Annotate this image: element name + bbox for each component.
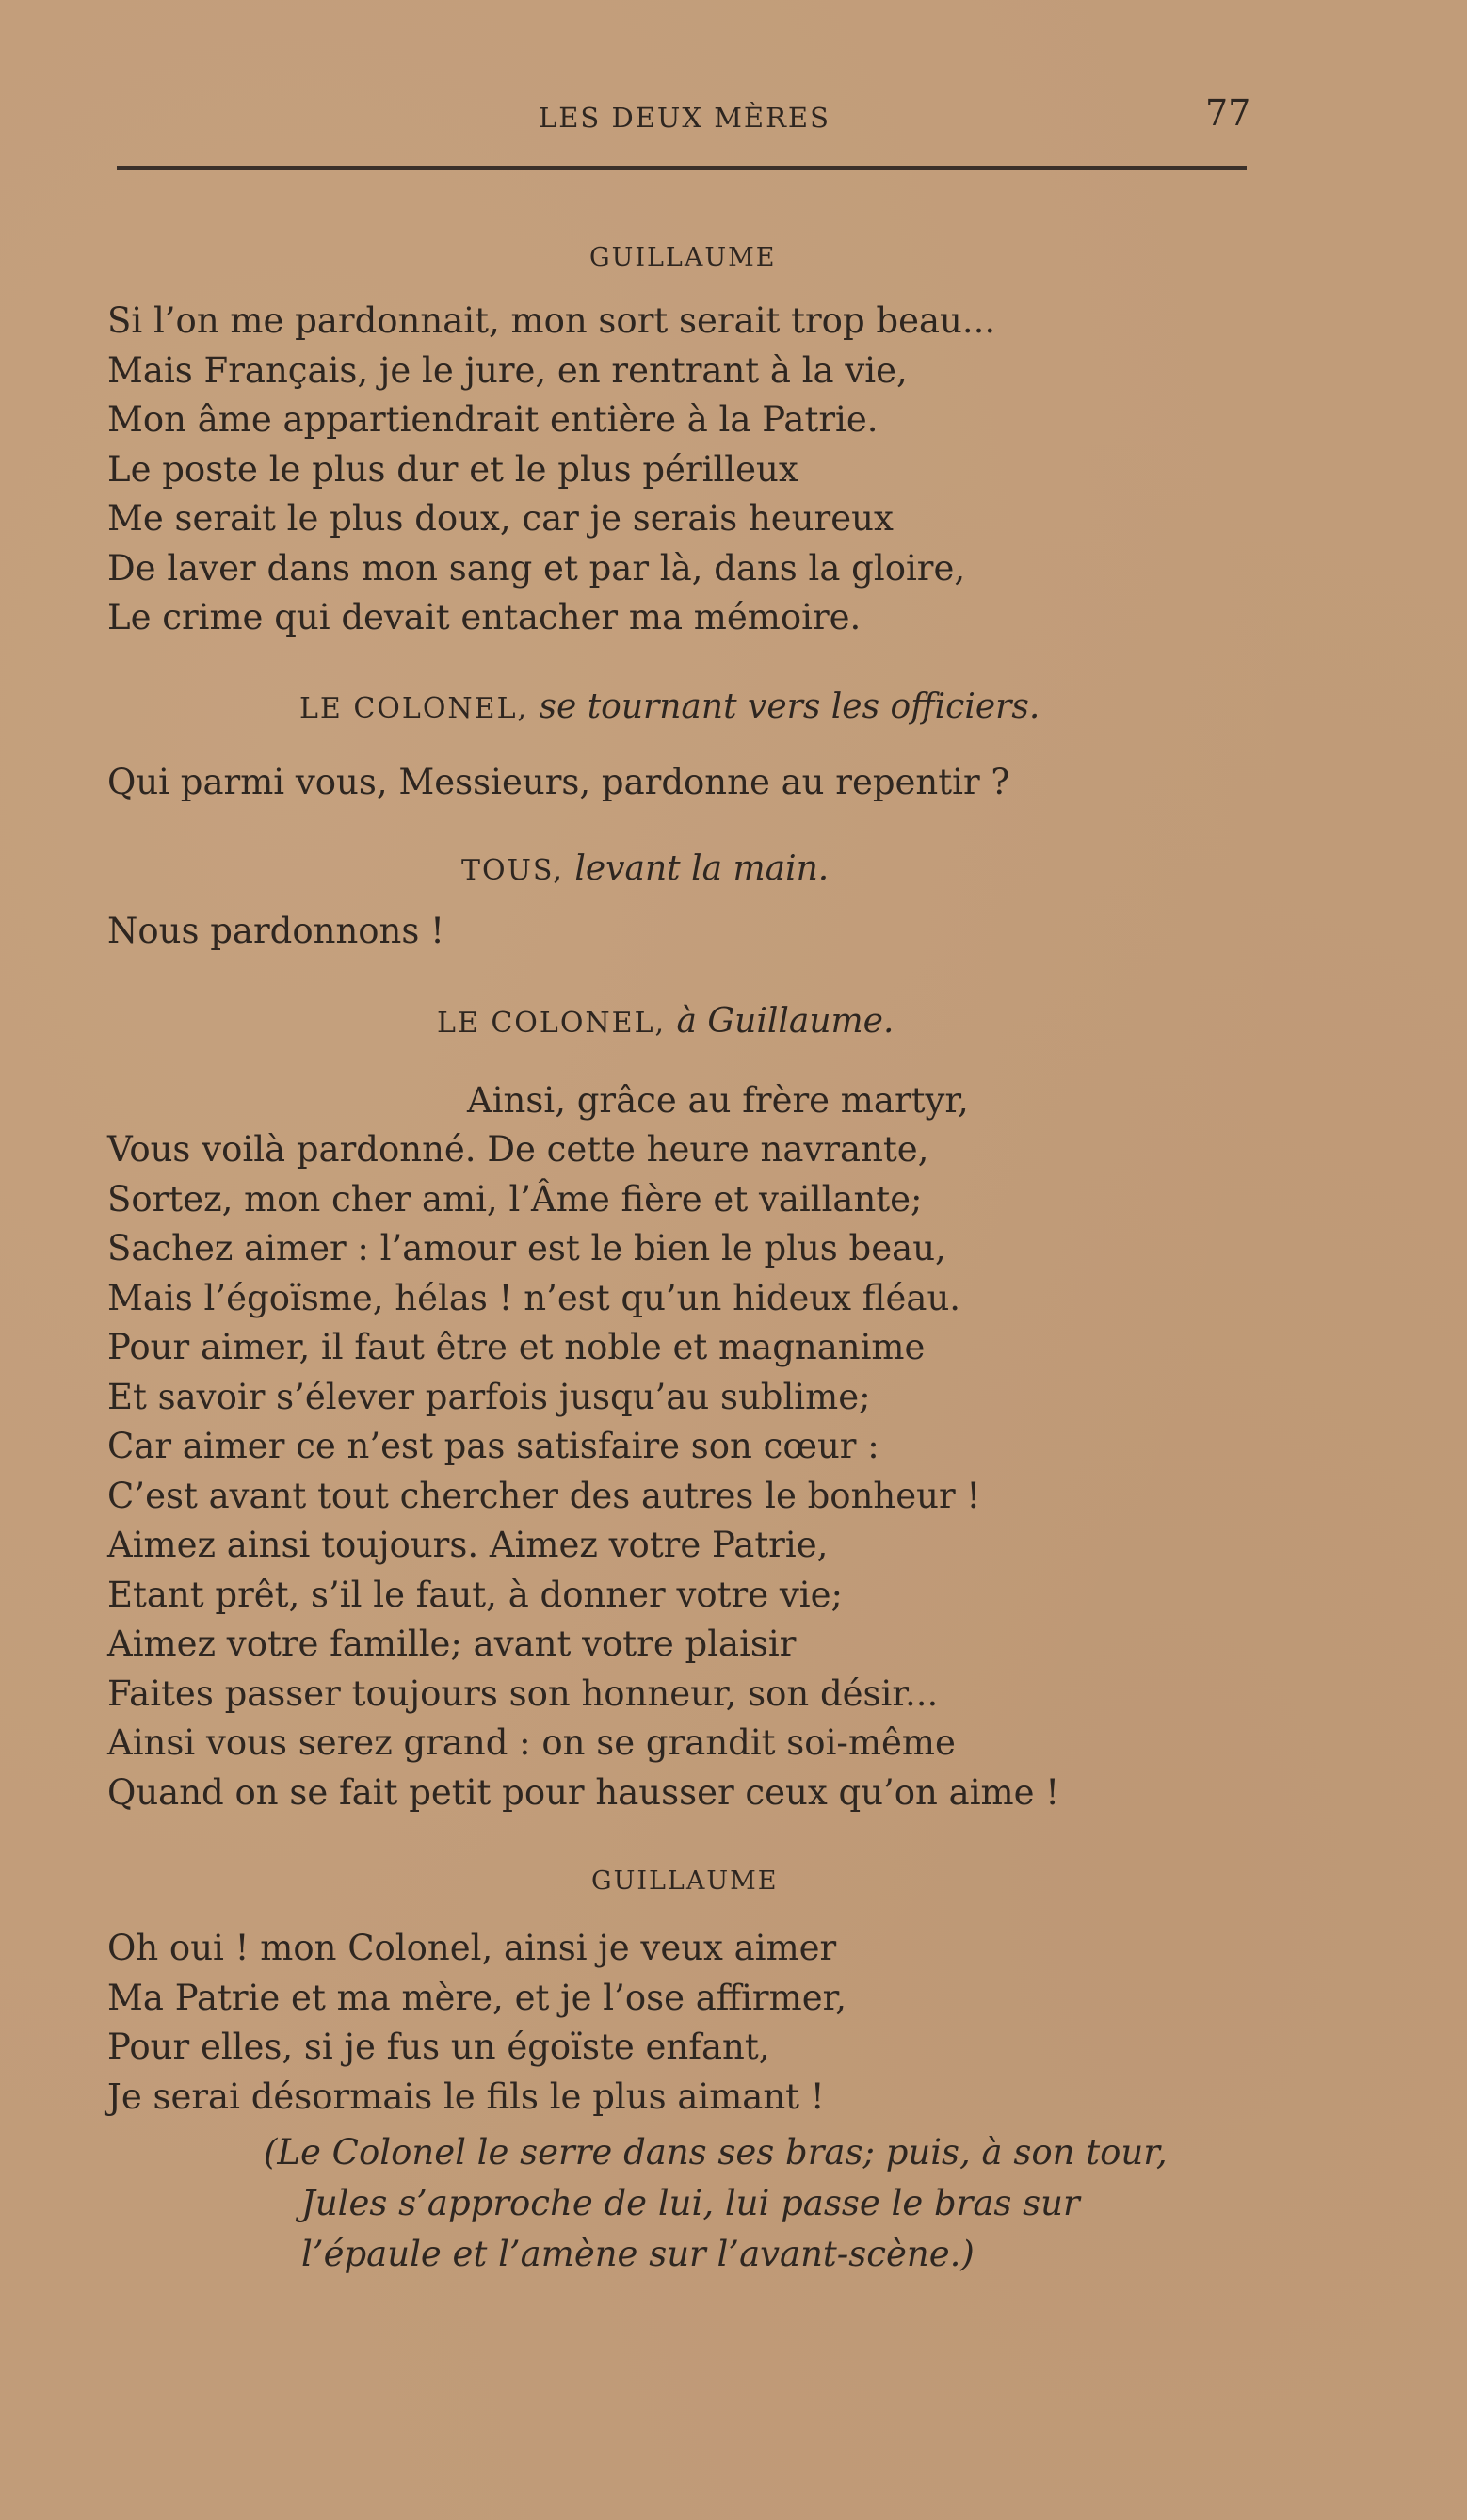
- verse-line: Le poste le plus dur et le plus périlleux: [107, 448, 798, 490]
- verse-line: Faites passer toujours son honneur, son désir...: [107, 1672, 939, 1714]
- verse-line: Mon âme appartiendrait entière à la Patrie.: [107, 399, 879, 440]
- header-rule: [117, 166, 1247, 170]
- verse-line: Aimez ainsi toujours. Aimez votre Patrie,: [107, 1525, 829, 1565]
- verse-line: Vous voilà pardonné. De cette heure navrante,: [107, 1129, 929, 1170]
- verse-line: De laver dans mon sang et par là, dans la gloire,: [107, 547, 966, 589]
- speaker-tous-heading: [461, 849, 829, 888]
- verse-line: Ainsi, grâce au frère martyr,: [467, 1080, 969, 1121]
- speaker-guillaume: GUILLAUME: [589, 243, 777, 272]
- stage-direction-line: (Le Colonel le serre dans ses bras; puis, à son tour,: [264, 2132, 1168, 2173]
- running-header: LES DEUX MÈRES: [539, 102, 830, 134]
- stage-cue: à: [676, 1002, 697, 1041]
- verse-line: Sortez, mon cher ami, l’Âme fière et vaillante;: [107, 1178, 923, 1220]
- speaker-colonel: LE COLONEL,: [437, 1007, 667, 1040]
- verse-line: Et savoir s’élever parfois jusqu’au sublime;: [107, 1376, 871, 1417]
- stage-direction-line: l’épaule et l’amène sur l’avant-scène.): [301, 2234, 975, 2274]
- stage-cue: se tournant vers les officiers.: [539, 687, 1040, 726]
- verse-line: Oh oui ! mon Colonel, ainsi je veux aimer: [107, 1928, 837, 1968]
- stage-cue-name: Guillaume.: [707, 1002, 895, 1041]
- verse-line: Le crime qui devait entacher ma mémoire.: [107, 597, 862, 638]
- verse-line: Aimez votre famille; avant votre plaisir: [107, 1623, 797, 1664]
- verse-line: Mais Français, je le jure, en rentrant à la vie,: [107, 349, 908, 391]
- speech-guillaume-1: [107, 300, 996, 650]
- verse-line: Car aimer ce n’est pas satisfaire son cœur :: [107, 1426, 879, 1466]
- verse-line: Je serai désormais le fils le plus aimant !: [107, 2076, 825, 2117]
- speaker-colonel-heading: [299, 687, 1040, 726]
- verse-line: Mais l’égoïsme, hélas ! n’est qu’un hideux fléau.: [107, 1277, 961, 1318]
- speech-guillaume-2: [107, 1930, 846, 2128]
- speaker-tous: TOUS,: [461, 854, 564, 887]
- stage-cue: levant la main.: [574, 849, 830, 888]
- speaker-colonel-heading-2: [437, 1002, 894, 1041]
- verse-line: Me serait le plus doux, car je serais heureux: [107, 498, 894, 539]
- verse-line: Ma Patrie et ma mère, et je l’ose affirmer,: [107, 1977, 846, 2018]
- verse-line: Sachez aimer : l’amour est le bien le plus beau,: [107, 1228, 946, 1268]
- speech-colonel-main: [107, 1129, 1060, 1824]
- verse-line: Qui parmi vous, Messieurs, pardonne au repentir ?: [107, 762, 1010, 802]
- stage-direction-line: Jules s’approche de lui, lui passe le bras sur: [301, 2183, 1080, 2223]
- verse-line: C’est avant tout chercher des autres le bonheur !: [107, 1475, 981, 1516]
- verse-line: Nous pardonnons !: [107, 911, 445, 951]
- verse-line: Quand on se fait petit pour hausser ceux qu’on aime !: [107, 1771, 1060, 1813]
- verse-line: Pour elles, si je fus un égoïste enfant,: [107, 2027, 770, 2067]
- verse-line: Si l’on me pardonnait, mon sort serait trop beau...: [107, 300, 996, 341]
- verse-line: Pour aimer, il faut être et noble et magnanime: [107, 1327, 926, 1367]
- verse-line: Ainsi vous serez grand : on se grandit soi-même: [107, 1722, 956, 1763]
- speaker-colonel: LE COLONEL,: [299, 692, 529, 725]
- speaker-guillaume: GUILLAUME: [591, 1866, 779, 1896]
- page-number: 77: [1205, 92, 1251, 134]
- verse-line: Etant prêt, s’il le faut, à donner votre vie;: [107, 1574, 843, 1615]
